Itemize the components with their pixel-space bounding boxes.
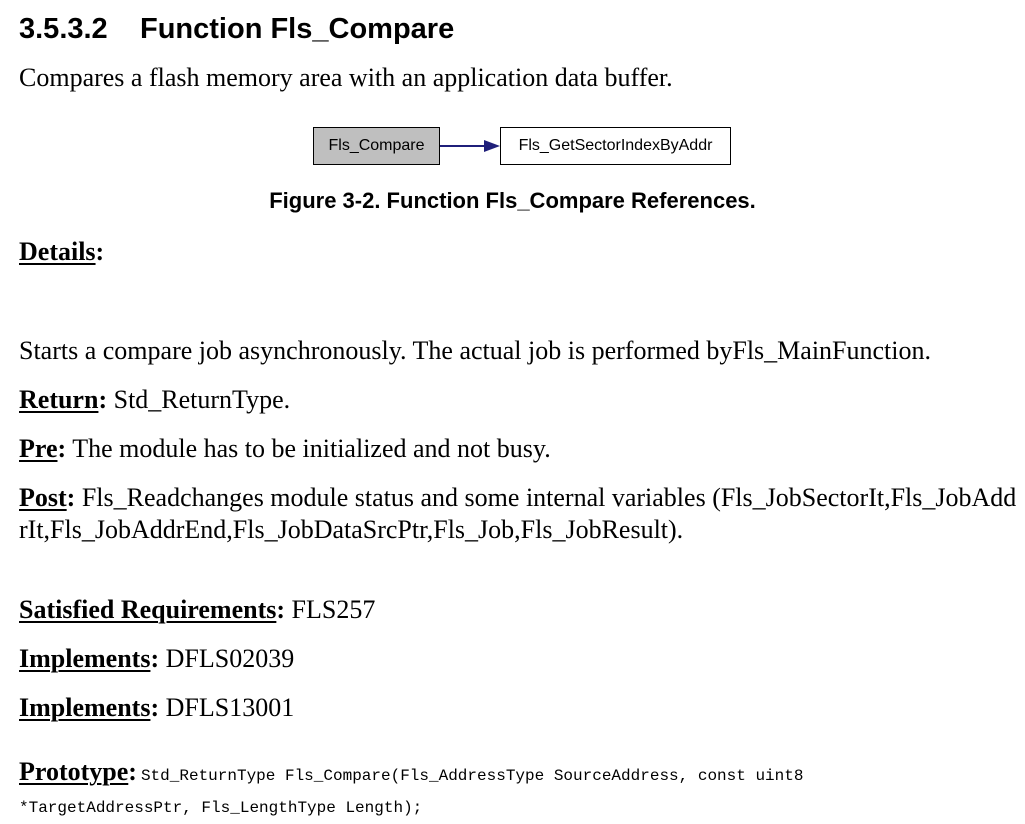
implements-label: Implements <box>19 644 151 673</box>
section-title: Function Fls_Compare <box>140 13 455 45</box>
return-line: Return: Std_ReturnType. <box>19 385 291 414</box>
satisfied-label: Satisfied Requirements <box>19 595 277 624</box>
post-value: Fls_Readchanges module status and some internal variables (Fls_JobSectorIt,Fls_JobAddrIt,Fls_JobAddrEnd,Fls_JobDataSrcPtr,Fls_Job,Fls_JobResult). <box>19 483 1017 544</box>
figure-caption: Figure 3-2. Function Fls_Compare References. <box>269 188 756 213</box>
details-text: Starts a compare job asynchronously. The actual job is performed byFls_MainFunction. <box>19 336 931 365</box>
callee-node: Fls_GetSectorIndexByAddr <box>500 127 731 165</box>
prototype-line: Prototype: Std_ReturnType Fls_Compare(Fls_AddressType SourceAddress, const uint8 <box>19 757 804 786</box>
details-label: Details <box>19 237 96 266</box>
prototype-label: Prototype <box>19 757 129 786</box>
prototype-code-line1: Std_ReturnType Fls_Compare(Fls_AddressType SourceAddress, const uint8 <box>140 767 804 785</box>
section-number: 3.5.3.2 <box>19 13 108 45</box>
implements-value: DFLS13001 <box>165 693 295 722</box>
call-edge-arrow <box>0 0 1025 200</box>
intro-text: Compares a flash memory area with an application data buffer. <box>19 63 673 92</box>
implements-value: DFLS02039 <box>165 644 295 673</box>
prototype-code-line2: *TargetAddressPtr, Fls_LengthType Length); <box>19 799 423 817</box>
implements-line: Implements: DFLS02039 <box>19 644 295 673</box>
caller-node: Fls_Compare <box>313 127 440 165</box>
pre-line: Pre: The module has to be initialized and not busy. <box>19 434 551 463</box>
post-line: Post: Fls_Readchanges module status and some internal variables (Fls_JobSectorIt,Fls_JobAddrIt,Fls_JobAddrEnd,Fls_JobDataSrcPtr,Fls_Job,Fls_JobResult). <box>19 483 1017 544</box>
pre-value: The module has to be initialized and not busy. <box>72 434 551 463</box>
details-heading: Details: <box>19 237 105 266</box>
implements-label: Implements <box>19 693 151 722</box>
return-value: Std_ReturnType. <box>113 385 291 414</box>
pre-label: Pre <box>19 434 58 463</box>
satisfied-line: Satisfied Requirements: FLS257 <box>19 595 376 624</box>
implements-line: Implements: DFLS13001 <box>19 693 295 722</box>
satisfied-value: FLS257 <box>291 595 376 624</box>
return-label: Return <box>19 385 99 414</box>
post-label: Post <box>19 483 67 512</box>
